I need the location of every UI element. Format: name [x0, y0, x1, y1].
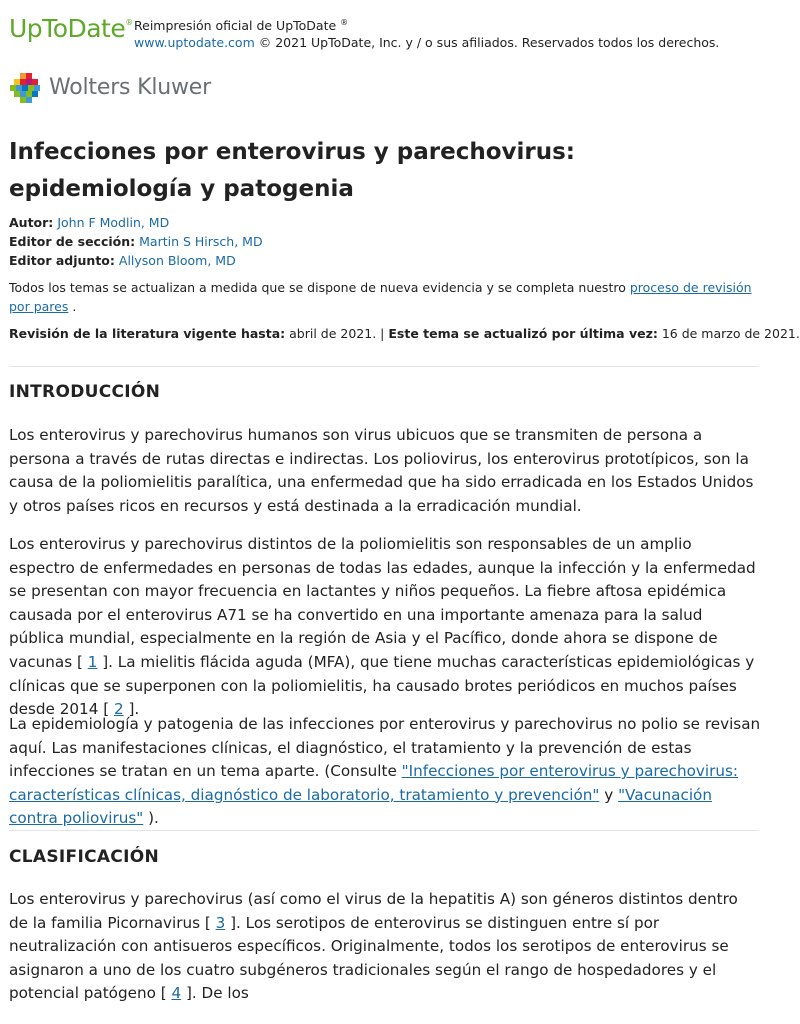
wolters-kluwer-logo-icon: [9, 72, 43, 106]
intro-paragraph-2: Los enterovirus y parechovirus distintos de la poliomielitis son responsables de un amplio espectro de enfermedades en personas de todas las edades, aunque la infección y la enfermedad se presentan con mayor frecuencia en lactantes y niños pequeños. La fiebre aftosa epidémica causada por el enterovirus A71 se ha convertido en una importante amenaza para la salud pública mundial, especialmente en la región de Asia y el Pacífico, donde ahora se dispone de vacunas [ 1 ]. La mielitis flácida aguda (MFA), que tiene muchas características epidemiológicas y clínicas que se superponen con la poliomielitis, ha causado brotes periódicos en muchos países desde 2014 [ 2 ].: [9, 535, 756, 719]
article-title: Infecciones por enterovirus y parechovirus: epidemiología y patogenia: [9, 139, 575, 202]
peer-review-link[interactable]: proceso de revisión por pares: [9, 280, 752, 314]
topic-link-clinical[interactable]: "Infecciones por enterovirus y parechovirus: características clínicas, diagnóstico de laboratorio, tratamiento y prevención": [9, 762, 739, 804]
intro-paragraph-3: La epidemiología y patogenia de las infecciones por enterovirus y parechovirus no polio se revisan aquí. Las manifestaciones clínicas, el diagnóstico, el tratamiento y la prevención de estas infecciones se tratan en un tema aparte. (Consulte "Infecciones por enterovirus y parechovirus: características clínicas, diagnóstico de laboratorio, tratamiento y prevención" y "Vacunación contra poliovirus" ).: [9, 715, 761, 828]
reference-link-4[interactable]: 4: [171, 984, 182, 1003]
review-dates: Revisión de la literatura vigente hasta: abril de 2021. | Este tema se actualizó por última vez: 16 de marzo de 2021.: [9, 326, 800, 341]
updated-value: 16 de marzo de 2021.: [661, 326, 800, 341]
reference-link-3[interactable]: 3: [215, 913, 226, 932]
deputy-editor-row: Editor adjunto: Allyson Bloom, MD: [9, 253, 236, 268]
uptodate-site-link[interactable]: www.uptodate.com: [134, 35, 255, 51]
author-link[interactable]: John F Modlin, MD: [57, 215, 170, 230]
author-row: Autor: John F Modlin, MD: [9, 215, 170, 230]
classification-paragraph-1: Los enterovirus y parechovirus (así como el virus de la hepatitis A) son géneros distintos dentro de la familia Picornavirus [ 3 ]. Los serotipos de enterovirus se distinguen entre sí por neutralización con antisueros específicos. Originalmente, todos los serotipos de enterovirus se asignaron a uno de los cuatro subgéneros tradicionales según el rango de hospedadores y el potencial patógeno [ 4 ]. De los: [9, 890, 738, 1003]
report-header: [9, 12, 759, 52]
intro-paragraph-1: Los enterovirus y parechovirus humanos son virus ubicuos que se transmiten de persona a persona a través de rutas directas e indirectas. Los poliovirus, los enterovirus prototípicos, son la causa de la poliomielitis paralítica, una enfermedad que ha sido erradicada en los Estados Unidos y otros países ricos en recursos y está destinada a la erradicación mundial.: [9, 426, 754, 515]
review-value: abril de 2021.: [289, 326, 377, 341]
reference-link-2[interactable]: 2: [113, 700, 124, 719]
publisher-name: Wolters Kluwer: [49, 75, 211, 100]
author-list: [9, 213, 263, 270]
section-heading-classification: CLASIFICACIÓN: [9, 847, 159, 867]
topic-link-polio-vaccine[interactable]: "Vacunación contra poliovirus": [9, 785, 712, 828]
updated-label: Este tema se actualizó por última vez:: [388, 326, 658, 341]
reprint-notice: Reimpresión oficial de UpToDate ® www.uptodate.com © 2021 UpToDate, Inc. y / o sus afiliados. Reservados todos los derechos.: [134, 18, 720, 51]
review-label: Revisión de la literatura vigente hasta:: [9, 326, 286, 341]
divider: [9, 830, 759, 831]
section-editor-link[interactable]: Martin S Hirsch, MD: [139, 234, 263, 249]
update-note: Todos los temas se actualizan a medida que se dispone de nueva evidencia y se completa nuestro proceso de revisión por pares .: [9, 280, 752, 314]
divider: [9, 366, 759, 367]
copyright-text: © 2021 UpToDate, Inc. y / o sus afiliados. Reservados todos los derechos.: [258, 35, 720, 51]
section-editor-row: Editor de sección: Martin S Hirsch, MD: [9, 234, 263, 249]
section-heading-intro: INTRODUCCIÓN: [9, 382, 161, 402]
uptodate-logo: UpToDate®: [9, 14, 133, 43]
reference-link-1[interactable]: 1: [87, 652, 98, 671]
deputy-editor-link[interactable]: Allyson Bloom, MD: [118, 253, 236, 268]
